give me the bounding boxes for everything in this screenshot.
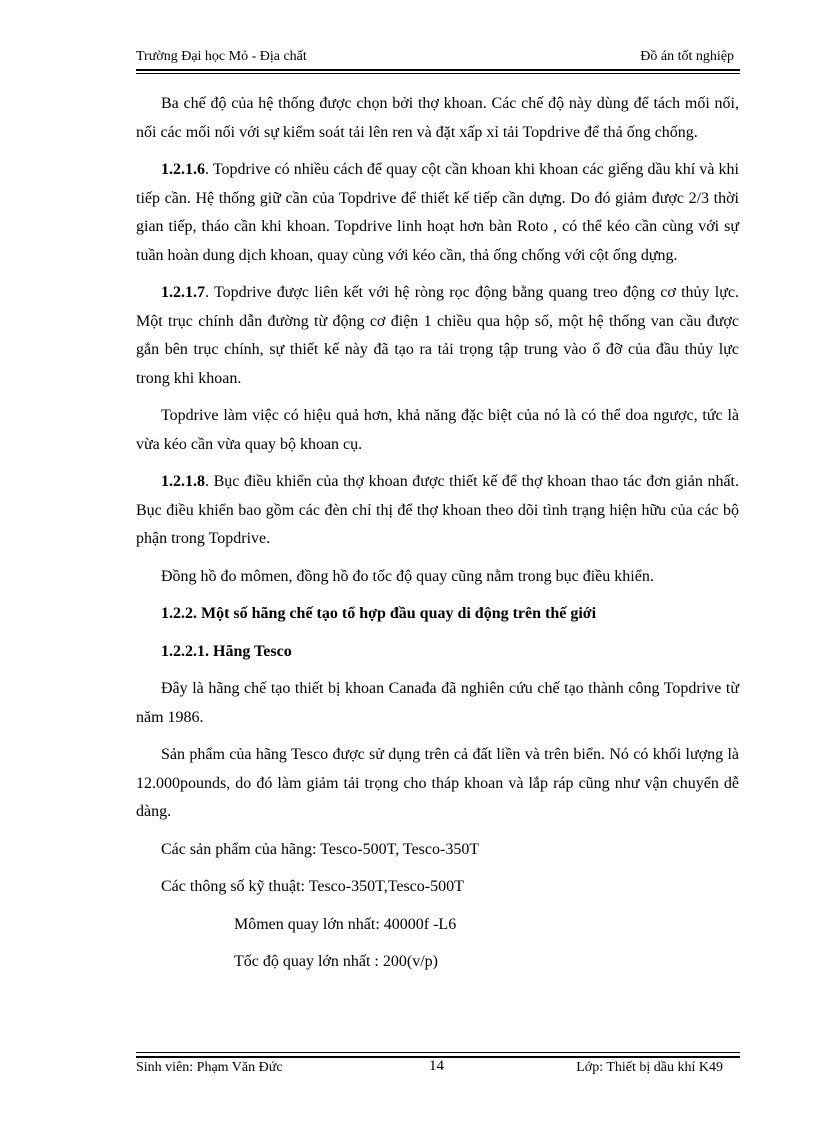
footer-class: Lớp: Thiết bị dầu khí K49	[576, 1060, 723, 1075]
paragraph: Sản phẩm của hãng Tesco được sử dụng trên cả đất liền và trên biển. Nó có khối lượng là 12.000pounds, do đó làm giảm tải trọng cho tháp khoan và lắp ráp cũng như vận chuyển dễ dàng.	[136, 746, 739, 820]
paragraph-number: 1.2.1.8	[161, 473, 205, 490]
page-number: 14	[429, 1058, 444, 1074]
footer-student: Sinh viên: Phạm Văn Đức	[136, 1060, 283, 1075]
spec-max-torque: Mômen quay lớn nhất: 40000f -L6	[234, 915, 457, 933]
paragraph	[136, 468, 739, 554]
header-document-type: Đồ án tốt nghiệp	[640, 49, 734, 64]
paragraph	[136, 156, 739, 270]
header-university: Trường Đại học Mỏ - Địa chất	[136, 49, 307, 64]
header-rule-thin	[136, 73, 740, 74]
paragraph	[136, 402, 739, 459]
paragraph: Các sản phẩm của hãng: Tesco-500T, Tesco-350T	[161, 840, 480, 858]
paragraph	[136, 279, 739, 393]
paragraph: Đây là hãng chế tạo thiết bị khoan Canađa đã nghiên cứu chế tạo thành công Topdrive từ năm 1986.	[136, 680, 739, 726]
body-text	[136, 90, 739, 977]
paragraph-text: Topdrive làm việc có hiệu quả hơn, khả năng đặc biệt của nó là có thể doa ngược, tức là vừa kéo cần vừa quay bộ khoan cụ.	[136, 407, 739, 453]
paragraph-text: . Bục điều khiển của thợ khoan được thiết kế để thợ khoan thao tác đơn giản nhất. Bục điều khiển bao gồm các đèn chỉ thị để thợ khoan theo dõi tình trạng hiện hữu của các bộ phận trong Topdrive.	[136, 473, 739, 547]
paragraph-text: Ba chế độ của hệ thống được chọn bởi thợ khoan. Các chế độ này dùng để tách mối nối, nối các mối nối với sự kiểm soát tải lên ren và đặt xấp xỉ tải Topdrive để thả ống chống.	[136, 95, 739, 141]
paragraph: Các thông số kỹ thuật: Tesco-350T,Tesco-500T	[161, 878, 464, 895]
header-rule-thick	[136, 69, 740, 71]
footer-rule-thin	[136, 1052, 740, 1053]
paragraph-number: 1.2.1.7	[161, 284, 205, 301]
paragraph-text: . Topdrive được liên kết với hệ ròng rọc động bằng quang treo động cơ thủy lực. Một trục chính dẫn đường từ động cơ điện 1 chiều qua hộp số, một hệ thống van cầu được gắn bên trục chính, sự thiết kế này đã tạo ra tải trọng tập trung vào ổ đỡ của đầu thủy lực trong khi khoan.	[136, 284, 739, 387]
section-heading: 1.2.2. Một số hãng chế tạo tổ hợp đầu quay di động trên thế giới	[161, 605, 597, 622]
page-footer	[136, 1058, 740, 1080]
paragraph-number: 1.2.1.6	[161, 161, 205, 178]
paragraph-text: . Topdrive có nhiều cách để quay cột cần khoan khi khoan các giếng dầu khí và khi tiếp cần. Hệ thống giữ cần của Topdrive để thiết kế tiếp cần dựng. Do đó giảm được 2/3 thời gian tiếp, tháo cần khi khoan. Topdrive linh hoạt hơn bàn Roto , có thể kéo cần cùng với sự tuần hoàn dung dịch khoan, quay cùng với kéo cần, thả ống chống với cột ống dựng.	[136, 161, 739, 264]
page-header	[136, 49, 740, 71]
paragraph	[136, 563, 739, 592]
spec-max-speed: Tốc độ quay lớn nhất : 200(v/p)	[234, 953, 438, 970]
paragraph	[136, 90, 739, 147]
paragraph-text: Đồng hồ đo mômen, đồng hồ đo tốc độ quay cũng nằm trong bục điều khiển.	[161, 567, 654, 585]
subsection-heading: 1.2.2.1. Hãng Tesco	[161, 642, 292, 660]
